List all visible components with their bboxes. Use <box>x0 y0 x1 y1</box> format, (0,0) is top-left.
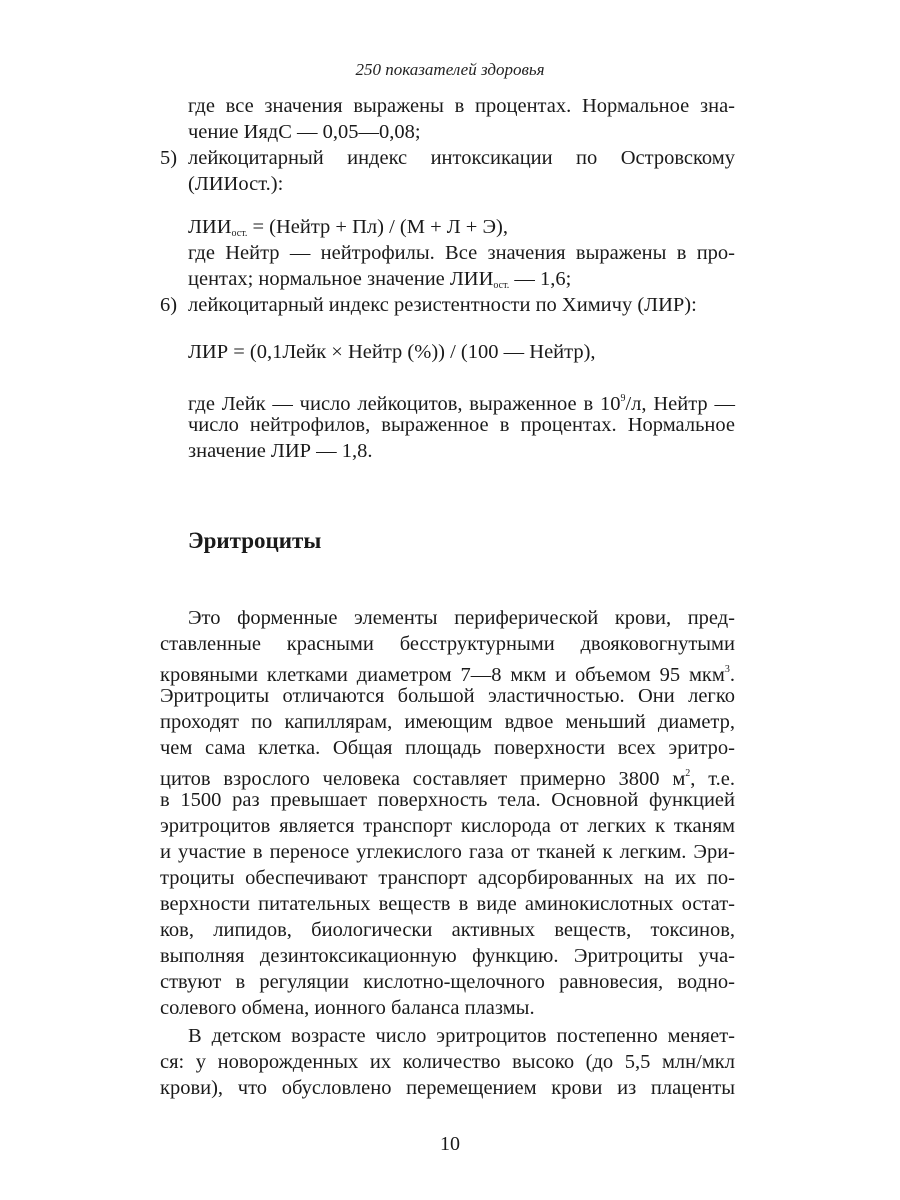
list-number-6: 6) <box>160 294 178 316</box>
body-line: верхности питательных веществ в виде аминокислотных остат- <box>160 893 735 915</box>
body-line: ков, липидов, биологически активных веществ, токсинов, <box>160 919 735 941</box>
body-line: чем сама клетка. Общая площадь поверхности всех эритро- <box>160 737 735 759</box>
body-line: ствуют в регуляции кислотно-щелочного равновесия, водно- <box>160 971 735 993</box>
list-item-5-title: лейкоцитарный индекс интоксикации по Островскому <box>188 147 735 169</box>
list-item-6-title: лейкоцитарный индекс резистентности по Химичу (ЛИР): <box>188 294 697 316</box>
section-title: Эритроциты <box>188 528 322 553</box>
body-line: в 1500 раз превышает поверхность тела. Основной функцией <box>160 789 735 811</box>
body-line: Это форменные элементы периферической крови, пред- <box>188 607 735 629</box>
body-line: кровяными клетками диаметром 7—8 мкм и объемом 95 мкм$^3$. <box>160 664 735 686</box>
body-line: чение ИядС — 0,05—0,08; <box>188 121 421 143</box>
body-line: выполняя дезинтоксикационную функцию. Эритроциты уча- <box>160 945 735 967</box>
body-line: Эритроциты отличаются большой эластичностью. Они легко <box>160 685 735 707</box>
body-line: значение ЛИР — 1,8. <box>188 440 373 462</box>
formula-lir: ЛИР = (0,1Лейк × Нейтр (%)) / (100 — Нейтр), <box>188 341 596 363</box>
body-line: и участие в переносе углекислого газа от тканей к легким. Эри- <box>160 841 735 863</box>
list-number-5: 5) <box>160 147 178 169</box>
body-line: проходят по капиллярам, имеющим вдвое меньший диаметр, <box>160 711 735 733</box>
body-line: цитов взрослого человека составляет примерно 3800 $м^2$, т.е. <box>160 768 735 790</box>
formula-lii: $ЛИИ_{ост.}$ = (Нейтр + Пл) / (М + Л + Э), <box>188 216 508 239</box>
body-line: где все значения выражены в процентах. Нормальное зна- <box>188 95 735 117</box>
page-number: 10 <box>440 1133 460 1155</box>
body-line: ставленные красными бесструктурными двояковогнутыми <box>160 633 735 655</box>
running-header: 250 показателей здоровья <box>355 60 545 79</box>
body-line: число нейтрофилов, выраженное в процентах. Нормальное <box>188 414 735 436</box>
list-item-5-title-cont: (ЛИИост.): <box>188 173 284 195</box>
body-line: ся: у новорожденных их количество высоко (до 5,5 млн/мкл <box>160 1051 735 1073</box>
body-line: солевого обмена, ионного баланса плазмы. <box>160 997 535 1019</box>
body-line: крови), что обусловлено перемещением крови из плаценты <box>160 1077 735 1099</box>
body-line: троциты обеспечивают транспорт адсорбированных на их по- <box>160 867 735 889</box>
body-line: эритроцитов является транспорт кислорода от легких к тканям <box>160 815 735 837</box>
body-line: центах; нормальное значение $ЛИИ_{ост.}$ — 1,6; <box>188 268 572 291</box>
body-line: В детском возрасте число эритроцитов постепенно меняет- <box>188 1025 735 1047</box>
body-line: где Лейк — число лейкоцитов, выраженное в $10^9/л$, Нейтр — <box>188 393 735 415</box>
body-line: где Нейтр — нейтрофилы. Все значения выражены в про- <box>188 242 735 264</box>
